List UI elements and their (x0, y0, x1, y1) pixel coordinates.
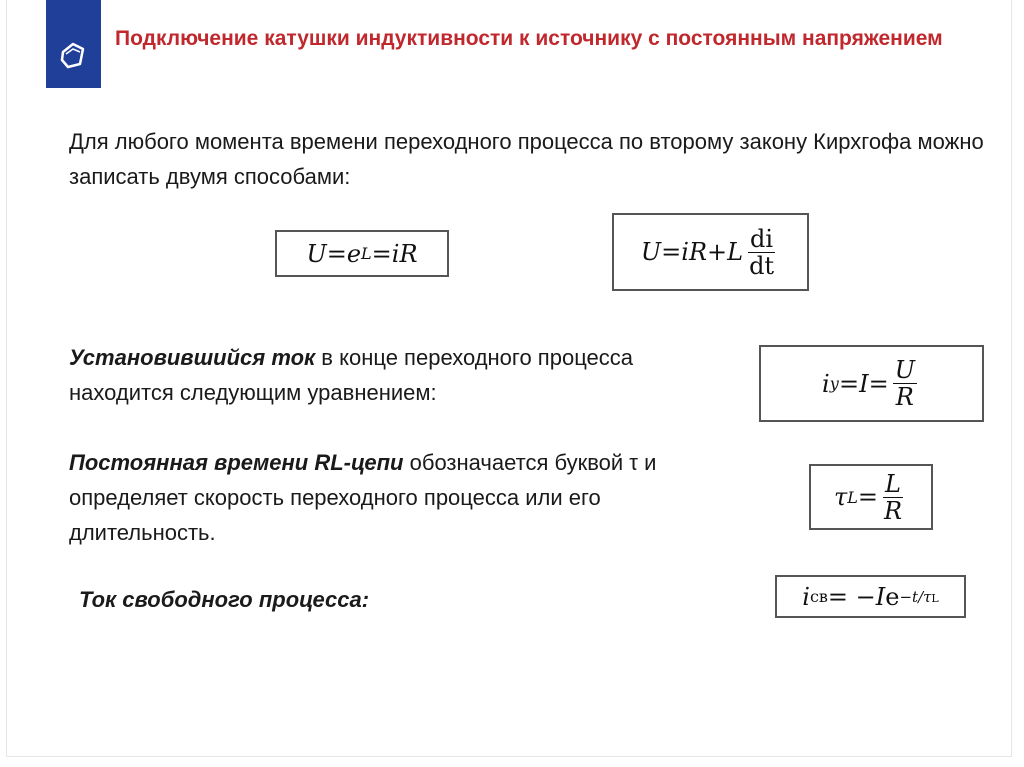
free-current-label: Ток свободного процесса: (79, 587, 370, 612)
steady-current-text: Установившийся ток в конце переходного процесса находится следующим уравнением: (69, 345, 634, 405)
slide-title: Подключение катушки индуктивности к источнику с постоянным напряжением (115, 27, 943, 50)
time-constant-text: Постоянная времени RL-цепи обозначается буквой τ и определяет скорость переходного процесса или его длительность. (69, 450, 657, 545)
fraction-u-r: $\frac{U}{R}$ (894, 356, 915, 411)
formula-free-current: i св = − I e −t/τL (775, 575, 966, 618)
fraction-di-dt: $\frac{di}{dt}$ (749, 224, 775, 280)
steady-current-term: Установившийся ток (69, 345, 316, 370)
intro-text: Для любого момента времени переходного процесса по второму закону Кирхгофа можно записать двумя способами: (69, 129, 984, 189)
brand-logo (46, 0, 101, 88)
time-constant-term: Постоянная времени RL-цепи (69, 450, 404, 475)
slide (6, 0, 1012, 757)
book-icon (57, 40, 89, 70)
formula-kirchhoff: U = iR + L $\frac{di}{dt}$ (612, 213, 809, 291)
formula-steady-current: i у = I = $\frac{U}{R}$ (759, 345, 984, 422)
formula-ohm-emf: U = e L = iR (275, 230, 449, 277)
fraction-l-r: $\frac{L}{R}$ (883, 469, 903, 525)
formula-time-constant: τ L = $\frac{L}{R}$ (809, 464, 933, 530)
